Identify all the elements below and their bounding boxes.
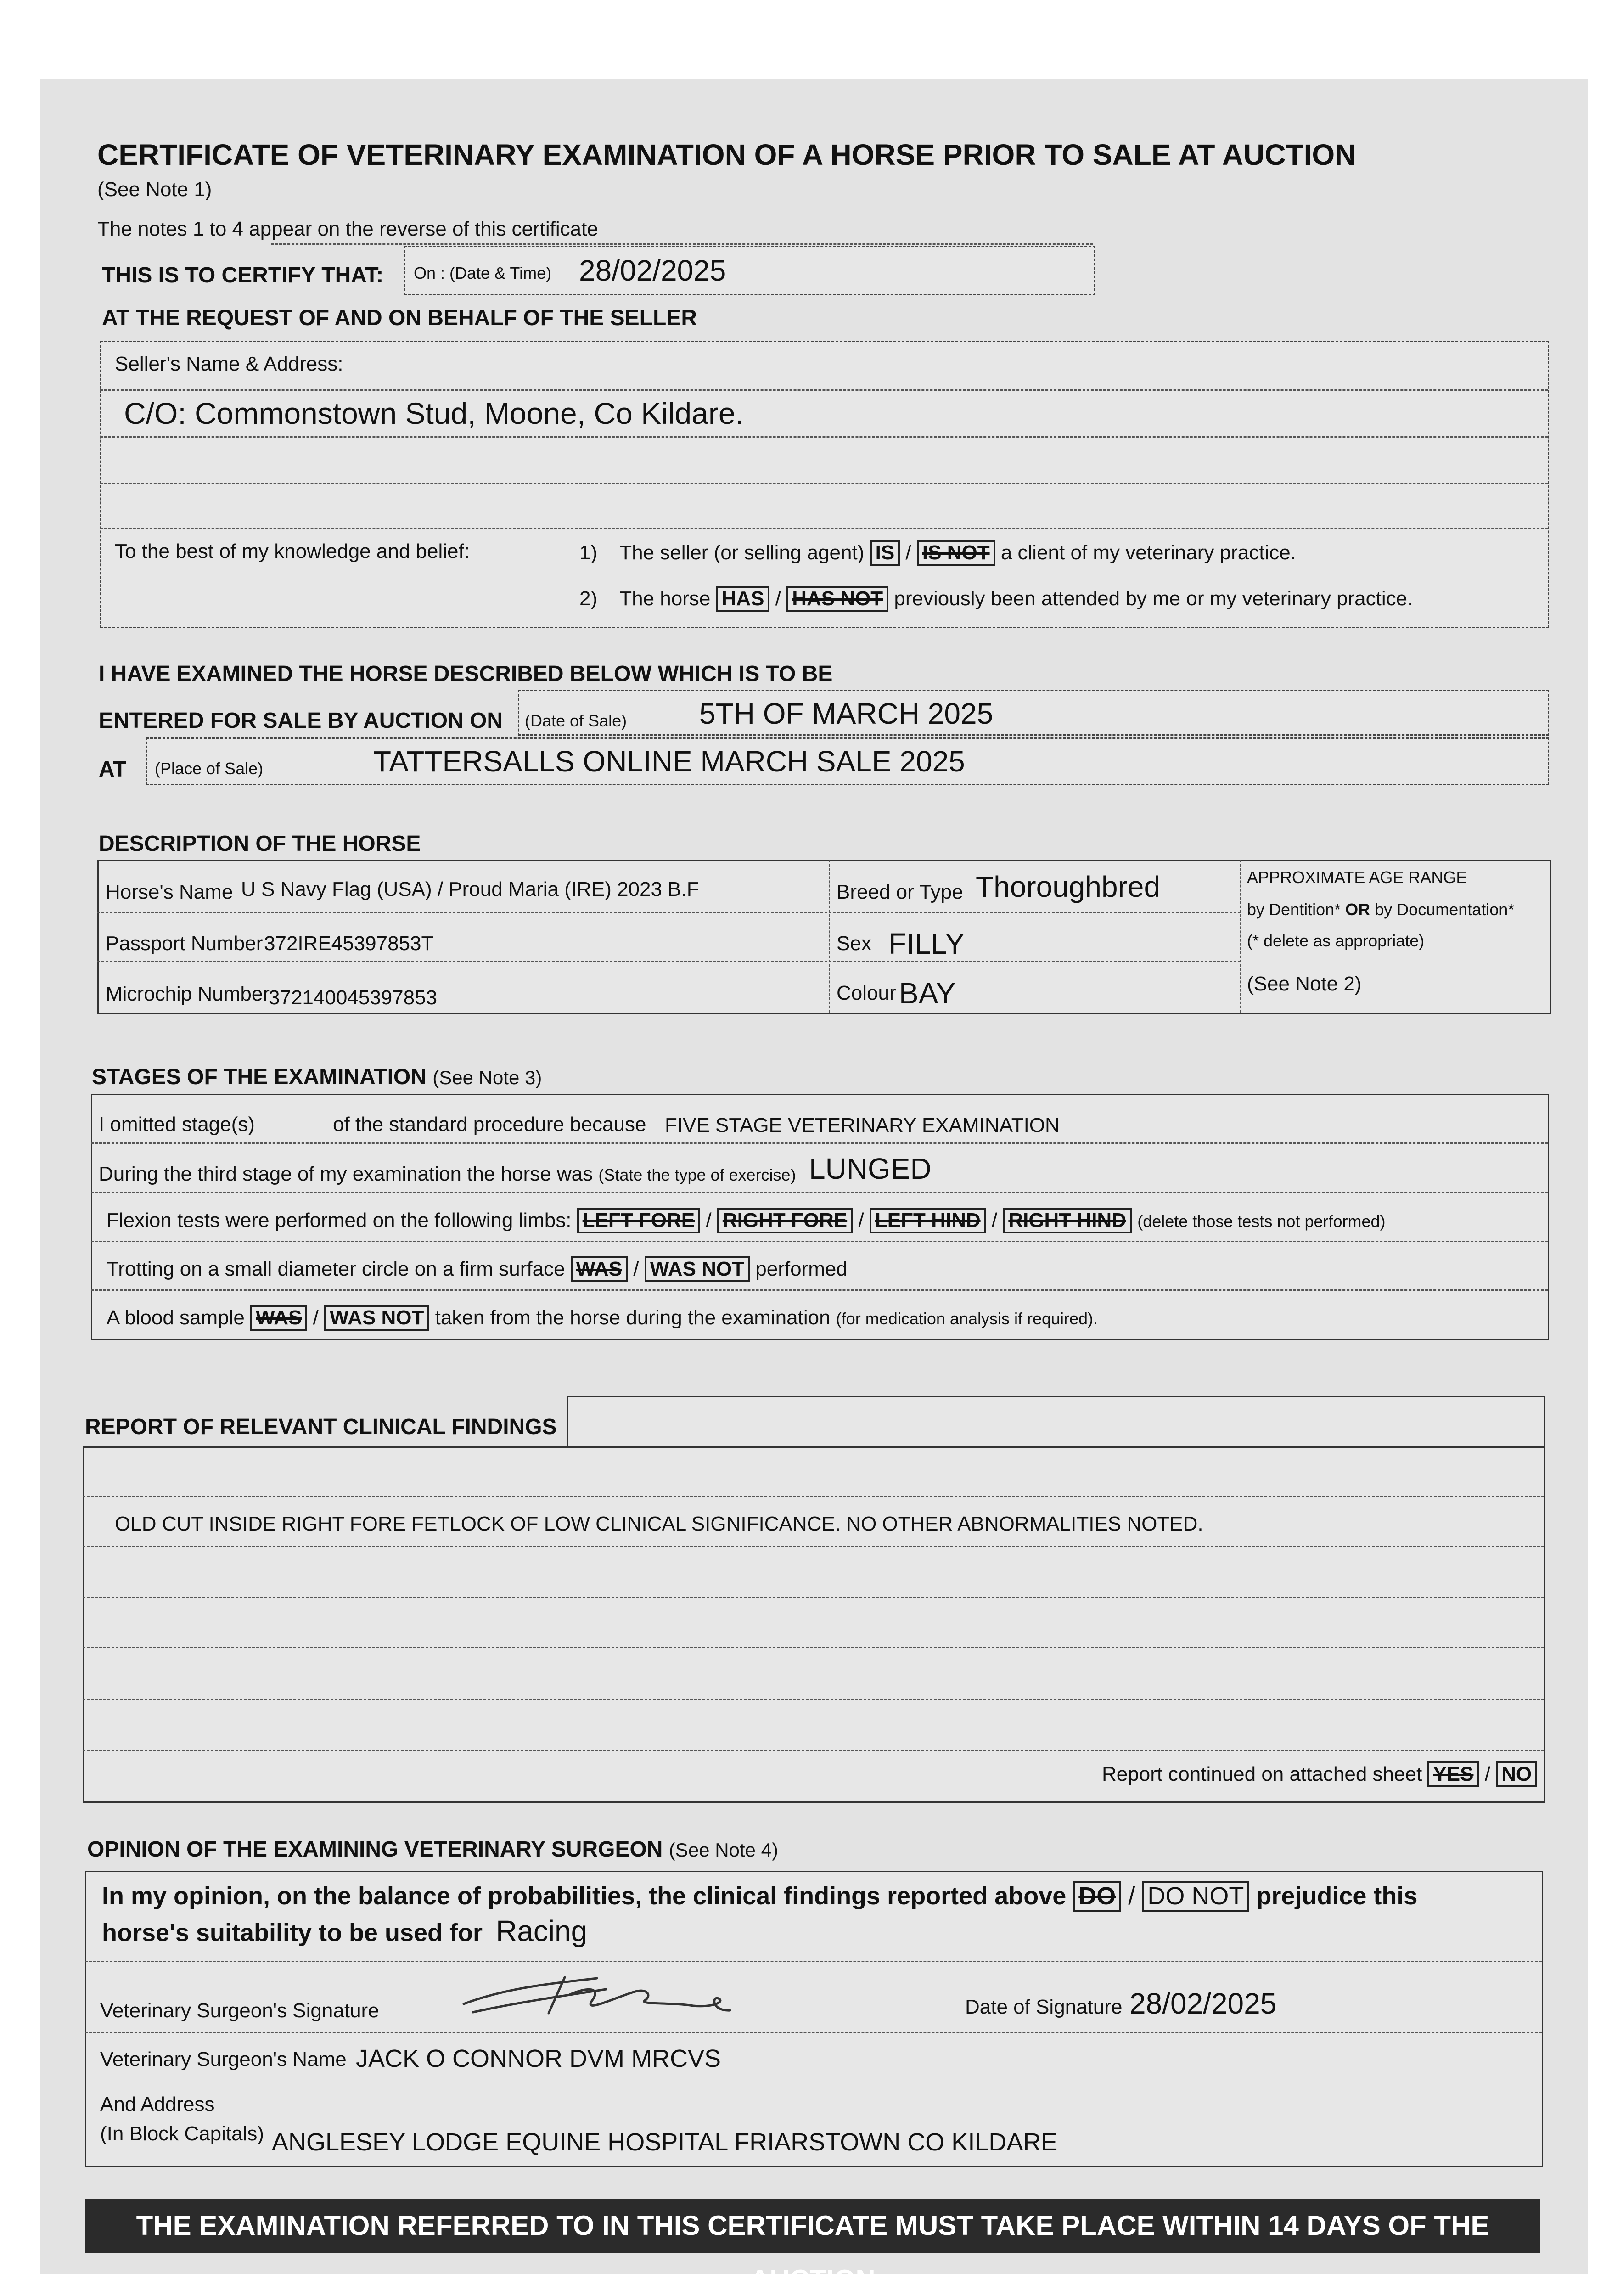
place-value: TATTERSALLS ONLINE MARCH SALE 2025 bbox=[373, 745, 965, 778]
age-see-note: (See Note 2) bbox=[1247, 973, 1362, 995]
age-dentition[interactable]: by Dentition* bbox=[1247, 900, 1341, 919]
age-title: APPROXIMATE AGE RANGE bbox=[1247, 868, 1467, 887]
age-method: by Dentition* OR by Documentation* bbox=[1247, 900, 1515, 919]
signature-image[interactable] bbox=[455, 1968, 739, 2019]
vet-address-value[interactable]: ANGLESEY LODGE EQUINE HOSPITAL FRIARSTOWN CO KILDARE bbox=[272, 2128, 1058, 2156]
signature-label: Veterinary Surgeon's Signature bbox=[100, 1999, 379, 2022]
vet-name-label: Veterinary Surgeon's Name bbox=[100, 2048, 347, 2071]
option-has-not[interactable]: HAS NOT bbox=[786, 586, 888, 612]
horse-name-label: Horse's Name bbox=[106, 881, 233, 903]
seller-address[interactable]: C/O: Commonstown Stud, Moone, Co Kildare. bbox=[124, 396, 744, 430]
trotting-row: Trotting on a small diameter circle on a firm surface WAS / WAS NOT performed bbox=[107, 1256, 848, 1282]
option-has[interactable]: HAS bbox=[716, 586, 770, 612]
colour-label: Colour bbox=[837, 982, 896, 1004]
date-signature-value[interactable]: 28/02/2025 bbox=[1129, 1987, 1277, 2020]
statement-1: 1) The seller (or selling agent) IS / IS NOT a client of my veterinary practice. bbox=[579, 540, 1296, 566]
microchip-label: Microchip Number bbox=[106, 983, 270, 1005]
blood-was[interactable]: WAS bbox=[250, 1305, 307, 1331]
colour-value[interactable]: BAY bbox=[899, 977, 956, 1010]
blood-was-not[interactable]: WAS NOT bbox=[324, 1305, 429, 1331]
certificate-title: CERTIFICATE OF VETERINARY EXAMINATION OF A HORSE PRIOR TO SALE AT AUCTION bbox=[97, 138, 1356, 171]
age-documentation[interactable]: by Documentation* bbox=[1375, 900, 1515, 919]
option-is-not[interactable]: IS NOT bbox=[917, 540, 995, 566]
report-heading-box bbox=[567, 1396, 1545, 1450]
report-continued-yes[interactable]: YES bbox=[1427, 1761, 1479, 1787]
sex-label: Sex bbox=[837, 932, 871, 955]
certify-label: THIS IS TO CERTIFY THAT: bbox=[102, 263, 384, 287]
report-findings[interactable]: OLD CUT INSIDE RIGHT FORE FETLOCK OF LOW CLINICAL SIGNIFICANCE. NO OTHER ABNORMALITIES NOTED. bbox=[115, 1513, 1203, 1535]
opinion-use-value[interactable]: Racing bbox=[496, 1914, 588, 1947]
age-delete-note: (* delete as appropriate) bbox=[1247, 931, 1425, 950]
seller-box bbox=[100, 341, 1549, 628]
place-label: (Place of Sale) bbox=[155, 759, 264, 778]
third-stage-label: During the third stage of my examination the horse was (State the type of exercise) bbox=[99, 1163, 796, 1185]
report-continued-no[interactable]: NO bbox=[1496, 1761, 1537, 1787]
passport-value[interactable]: 372IRE45397853T bbox=[264, 932, 434, 955]
sale-date-field[interactable] bbox=[518, 690, 1549, 736]
vet-name-value[interactable]: JACK O CONNOR DVM MRCVS bbox=[356, 2045, 721, 2072]
sale-date-label: (Date of Sale) bbox=[525, 711, 627, 730]
date-value: 28/02/2025 bbox=[579, 254, 726, 287]
at-label: AT bbox=[99, 757, 127, 782]
omitted-because: of the standard procedure because bbox=[333, 1113, 646, 1136]
opinion-do-not[interactable]: DO NOT bbox=[1142, 1881, 1249, 1912]
flex-right-fore[interactable]: RIGHT FORE bbox=[717, 1208, 853, 1233]
breed-value[interactable]: Thoroughbred bbox=[976, 870, 1161, 903]
description-heading: DESCRIPTION OF THE HORSE bbox=[99, 832, 421, 856]
seller-label: Seller's Name & Address: bbox=[115, 353, 343, 375]
statement-2: 2) The horse HAS / HAS NOT previously been attended by me or my veterinary practice. bbox=[579, 586, 1413, 612]
examined-heading: I HAVE EXAMINED THE HORSE DESCRIBED BELOW WHICH IS TO BE bbox=[99, 662, 833, 686]
flex-left-fore[interactable]: LEFT FORE bbox=[577, 1208, 700, 1233]
third-stage-value[interactable]: LUNGED bbox=[809, 1152, 932, 1185]
opinion-line-2: horse's suitability to be used for Racing bbox=[102, 1914, 588, 1947]
opinion-line-1: In my opinion, on the balance of probabilities, the clinical findings reported above DO / DO NOT prejudice this bbox=[102, 1881, 1417, 1912]
address-label: And Address bbox=[100, 2093, 215, 2116]
passport-label: Passport Number bbox=[106, 932, 263, 955]
sex-value[interactable]: FILLY bbox=[888, 927, 965, 960]
footer-banner: THE EXAMINATION REFERRED TO IN THIS CERTIFICATE MUST TAKE PLACE WITHIN 14 DAYS OF THE AUCTION bbox=[85, 2199, 1540, 2253]
opinion-do[interactable]: DO bbox=[1073, 1881, 1121, 1912]
microchip-value[interactable]: 372140045397853 bbox=[269, 986, 438, 1009]
knowledge-label: To the best of my knowledge and belief: bbox=[115, 540, 470, 563]
trot-was[interactable]: WAS bbox=[571, 1256, 628, 1282]
stages-heading: STAGES OF THE EXAMINATION (See Note 3) bbox=[92, 1065, 542, 1089]
opinion-heading: OPINION OF THE EXAMINING VETERINARY SURGEON (See Note 4) bbox=[87, 1837, 778, 1862]
address-label-caps: (In Block Capitals) bbox=[100, 2122, 264, 2145]
date-signature-label: Date of Signature bbox=[965, 1996, 1123, 2018]
request-heading: AT THE REQUEST OF AND ON BEHALF OF THE SELLER bbox=[102, 306, 697, 330]
flex-right-hind[interactable]: RIGHT HIND bbox=[1003, 1208, 1132, 1233]
option-is[interactable]: IS bbox=[870, 540, 900, 566]
breed-label: Breed or Type bbox=[837, 881, 963, 903]
blood-row: A blood sample WAS / WAS NOT taken from the horse during the examination (for medication analysis if required). bbox=[107, 1305, 1098, 1331]
report-heading: REPORT OF RELEVANT CLINICAL FINDINGS bbox=[85, 1415, 557, 1439]
horse-name-value[interactable]: U S Navy Flag (USA) / Proud Maria (IRE) 2023 B.F bbox=[241, 878, 699, 900]
omitted-reason-value[interactable]: FIVE STAGE VETERINARY EXAMINATION bbox=[665, 1114, 1060, 1137]
place-field[interactable] bbox=[146, 737, 1549, 785]
flexion-row: Flexion tests were performed on the following limbs: LEFT FORE / RIGHT FORE / LEFT HIND / RIGHT HIND (delete those tests not performed) bbox=[107, 1208, 1386, 1233]
notes-line: The notes 1 to 4 appear on the reverse of this certificate bbox=[97, 218, 598, 240]
entered-label: ENTERED FOR SALE BY AUCTION ON bbox=[99, 709, 503, 733]
date-field[interactable] bbox=[404, 246, 1095, 295]
title-note: (See Note 1) bbox=[97, 178, 212, 201]
report-continued: Report continued on attached sheet YES / NO bbox=[1102, 1761, 1537, 1787]
trot-was-not[interactable]: WAS NOT bbox=[645, 1256, 750, 1282]
sale-date-value: 5TH OF MARCH 2025 bbox=[699, 697, 994, 730]
flex-left-hind[interactable]: LEFT HIND bbox=[870, 1208, 986, 1233]
omitted-label: I omitted stage(s) bbox=[99, 1113, 255, 1136]
date-label: On : (Date & Time) bbox=[414, 264, 552, 282]
